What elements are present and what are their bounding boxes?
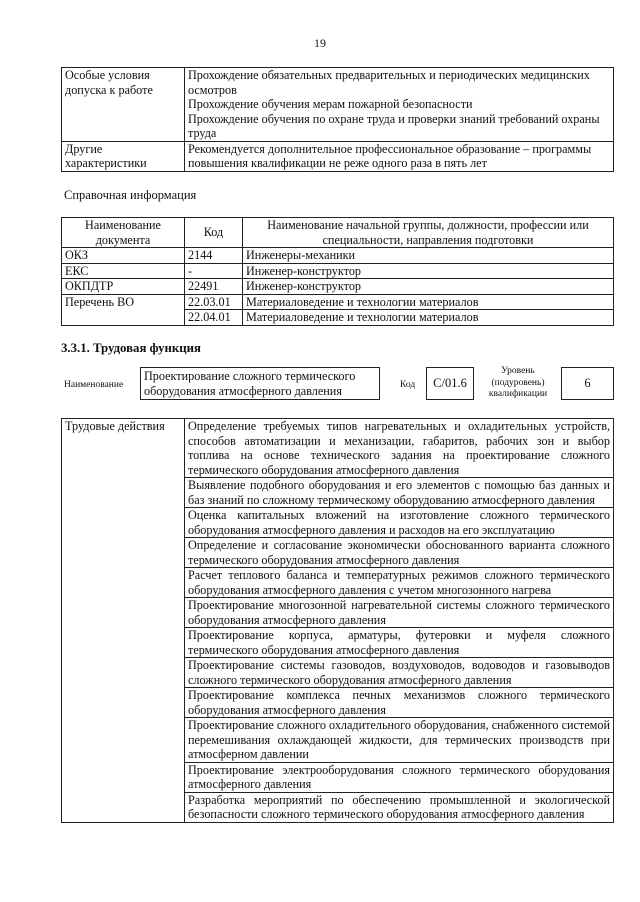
code-cell: 22.04.01	[185, 310, 243, 326]
column-header: Код	[185, 218, 243, 248]
action-item: Проектирование комплекса печных механизмов сложного термического оборудования атмосферного давления	[185, 688, 614, 718]
table-row	[62, 294, 614, 310]
doc-cell: Перечень ВО	[62, 294, 185, 325]
function-name: Проектирование сложного термического оборудования атмосферного давления	[140, 367, 380, 400]
actions-label: Трудовые действия	[62, 419, 185, 823]
doc-cell: ЕКС	[62, 263, 185, 279]
code-cell: 2144	[185, 248, 243, 264]
table-row	[62, 263, 614, 279]
conditions-value	[185, 68, 614, 142]
name-cell: Материаловедение и технологии материалов	[243, 310, 614, 326]
name-cell: Материаловедение и технологии материалов	[243, 294, 614, 310]
doc-cell: ОКПДТР	[62, 279, 185, 295]
action-item: Определение и согласование экономически обоснованного варианта сложного термического оборудования атмосферного давления	[185, 538, 614, 568]
conditions-label: Особые условия допуска к работе	[62, 68, 185, 142]
conditions-value	[185, 141, 614, 171]
action-item: Разработка мероприятий по обеспечению промышленной и экологической безопасности сложного термического оборудования атмосферного давления	[185, 792, 614, 822]
name-cell: Инженеры-механики	[243, 248, 614, 264]
action-item: Оценка капитальных вложений на изготовление сложного термического оборудования атмосферного давления и расходов на его эксплуатацию	[185, 508, 614, 538]
action-item: Расчет теплового баланса и температурных режимов сложного термического оборудования атмосферного давления с учетом многозонного нагрева	[185, 568, 614, 598]
code-cell: 22491	[185, 279, 243, 295]
table-row	[62, 68, 614, 142]
qualification-level-label: Уровень (подуровень) квалификации	[488, 366, 548, 399]
action-item: Определение требуемых типов нагревательных и охладительных устройств, способов автоматизации и механизации, габаритов, рабочих зон и выбор топлива на основе технического задания на проектирование сложного термического оборудования атмосферного давления	[185, 419, 614, 478]
reference-title: Справочная информация	[64, 188, 197, 202]
table-header-row	[62, 218, 614, 248]
action-item: Проектирование сложного охладительного оборудования, снабженного системой перемешивания охлаждающей жидкости, для термических производств при атмосферном давлении	[185, 718, 614, 763]
section-title: 3.3.1. Трудовая функция	[61, 341, 201, 355]
condition-item: Прохождение обучения по охране труда и проверки знаний требований охраны труда	[188, 111, 600, 140]
conditions-label: Другие характеристики	[62, 141, 185, 171]
code-cell: -	[185, 263, 243, 279]
doc-cell: ОКЗ	[62, 248, 185, 264]
action-item: Проектирование системы газоводов, воздуховодов, водоводов и газовыводов сложного термического оборудования атмосферного давления	[185, 658, 614, 688]
reference-table	[61, 217, 614, 326]
table-row	[62, 248, 614, 264]
function-name-label: Наименование	[64, 380, 124, 390]
function-code: C/01.6	[426, 367, 474, 400]
conditions-table	[61, 67, 614, 172]
actions-table	[61, 418, 614, 823]
column-header: Наименование начальной группы, должности, профессии или специальности, направления подготовки	[243, 218, 614, 248]
code-cell: 22.03.01	[185, 294, 243, 310]
table-row	[62, 141, 614, 171]
table-row	[62, 279, 614, 295]
page-number: 19	[314, 36, 326, 50]
qualification-level: 6	[561, 367, 614, 400]
condition-item: Рекомендуется дополнительное профессиональное образование – программы повышения квалификации не реже одного раза в пять лет	[188, 141, 592, 170]
condition-item: Прохождение обучения мерам пожарной безопасности	[188, 97, 473, 111]
action-item: Проектирование электрооборудования сложного термического оборудования атмосферного давления	[185, 762, 614, 792]
action-item: Проектирование многозонной нагревательной системы сложного термического оборудования атмосферного давления	[185, 598, 614, 628]
table-row	[62, 419, 614, 478]
function-code-label: Код	[400, 380, 416, 390]
column-header: Наименование документа	[62, 218, 185, 248]
name-cell: Инженер-конструктор	[243, 279, 614, 295]
condition-item: Прохождение обязательных предварительных и периодических медицинских осмотров	[188, 68, 590, 97]
name-cell: Инженер-конструктор	[243, 263, 614, 279]
action-item: Проектирование корпуса, арматуры, футеровки и муфеля сложного термического оборудования атмосферного давления	[185, 628, 614, 658]
action-item: Выявление подобного оборудования и его элементов с помощью баз данных и баз знаний по сложному термическому оборудованию атмосферного давления	[185, 478, 614, 508]
